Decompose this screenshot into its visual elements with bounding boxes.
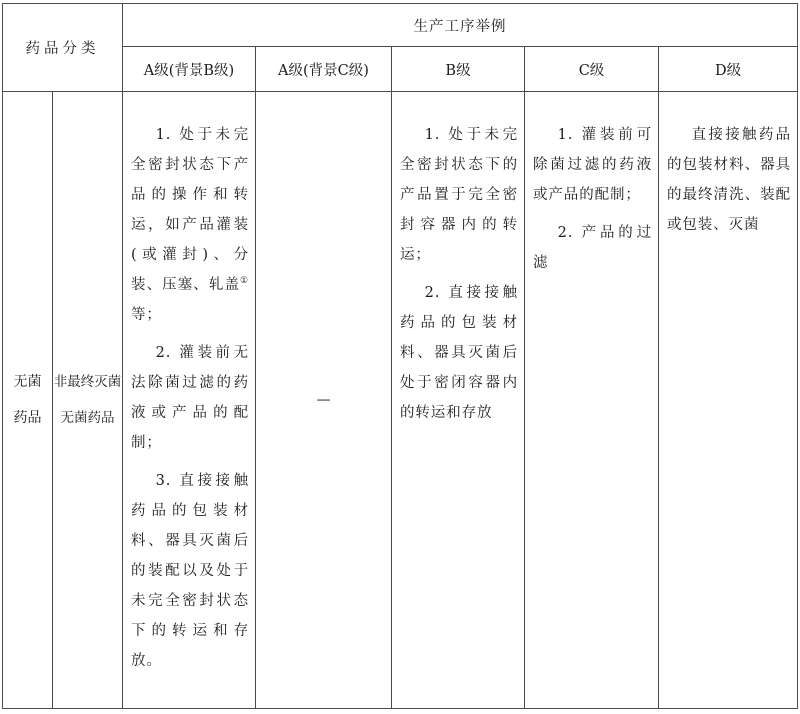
list-item	[131, 120, 249, 330]
category-cell	[3, 92, 53, 709]
process-examples-label: 生产工序举例	[413, 18, 507, 35]
item-text-tail: 等；	[131, 307, 162, 323]
a-grade-bg-c-cell	[256, 92, 392, 709]
list-item	[131, 338, 249, 458]
header-row-grades	[3, 47, 798, 92]
list-item	[400, 120, 518, 270]
item-text: 3. 直接接触药品的包装材料、器具灭菌后的装配以及处于未完全密封状态下的转运和存放。	[131, 473, 249, 669]
list-item	[533, 120, 652, 210]
grade-header-c	[525, 47, 659, 92]
item-text: 2. 产品的过滤	[533, 225, 652, 271]
grade-label: D级	[714, 62, 742, 79]
category-header	[3, 4, 123, 92]
subcategory-line: 非最终灭菌	[53, 374, 122, 390]
empty-dash: —	[316, 392, 331, 408]
item-text: 直接接触药品的包装材料、器具的最终清洗、装配或包装、灭菌	[667, 127, 792, 233]
grade-header-a-bg-b	[123, 47, 256, 92]
cleanroom-grade-table	[2, 3, 798, 709]
process-examples-header	[123, 4, 798, 47]
list-item	[533, 218, 652, 278]
subcategory-cell	[53, 92, 123, 709]
b-grade-cell	[392, 92, 525, 709]
grade-header-a-bg-c	[256, 47, 392, 92]
footnote-marker: ①	[240, 276, 249, 287]
grade-header-b	[392, 47, 525, 92]
grade-header-d	[659, 47, 798, 92]
d-grade-cell	[659, 92, 798, 709]
item-text: 1. 灌装前可除菌过滤的药液或产品的配制；	[533, 127, 652, 203]
table-row	[3, 92, 798, 709]
grade-label: C级	[578, 62, 605, 79]
category-line: 药品	[13, 410, 42, 426]
a-grade-bg-b-cell	[123, 92, 256, 709]
list-item	[400, 278, 518, 428]
header-row-top	[3, 4, 798, 47]
list-item	[667, 120, 791, 240]
category-line: 无菌	[13, 374, 42, 390]
item-text: 2. 灌装前无法除菌过滤的药液或产品的配制；	[131, 345, 249, 451]
grade-label: A级(背景C级)	[278, 62, 369, 79]
category-header-label: 药品分类	[25, 41, 100, 57]
grade-label: B级	[445, 62, 471, 79]
item-text: 2. 直接接触药品的包装材料、器具灭菌后处于密闭容器内的转运和存放	[400, 285, 518, 421]
item-text: 1. 处于未完全密封状态下产品的操作和转运，如产品灌装(或灌封)、分装、压塞、轧盖	[131, 127, 249, 293]
item-text: 1. 处于未完全密封状态下的产品置于完全密封容器内的转运；	[400, 127, 518, 263]
grade-label: A级(背景B级)	[143, 62, 235, 79]
list-item	[131, 466, 249, 676]
c-grade-cell	[525, 92, 659, 709]
subcategory-line: 无菌药品	[60, 410, 115, 426]
